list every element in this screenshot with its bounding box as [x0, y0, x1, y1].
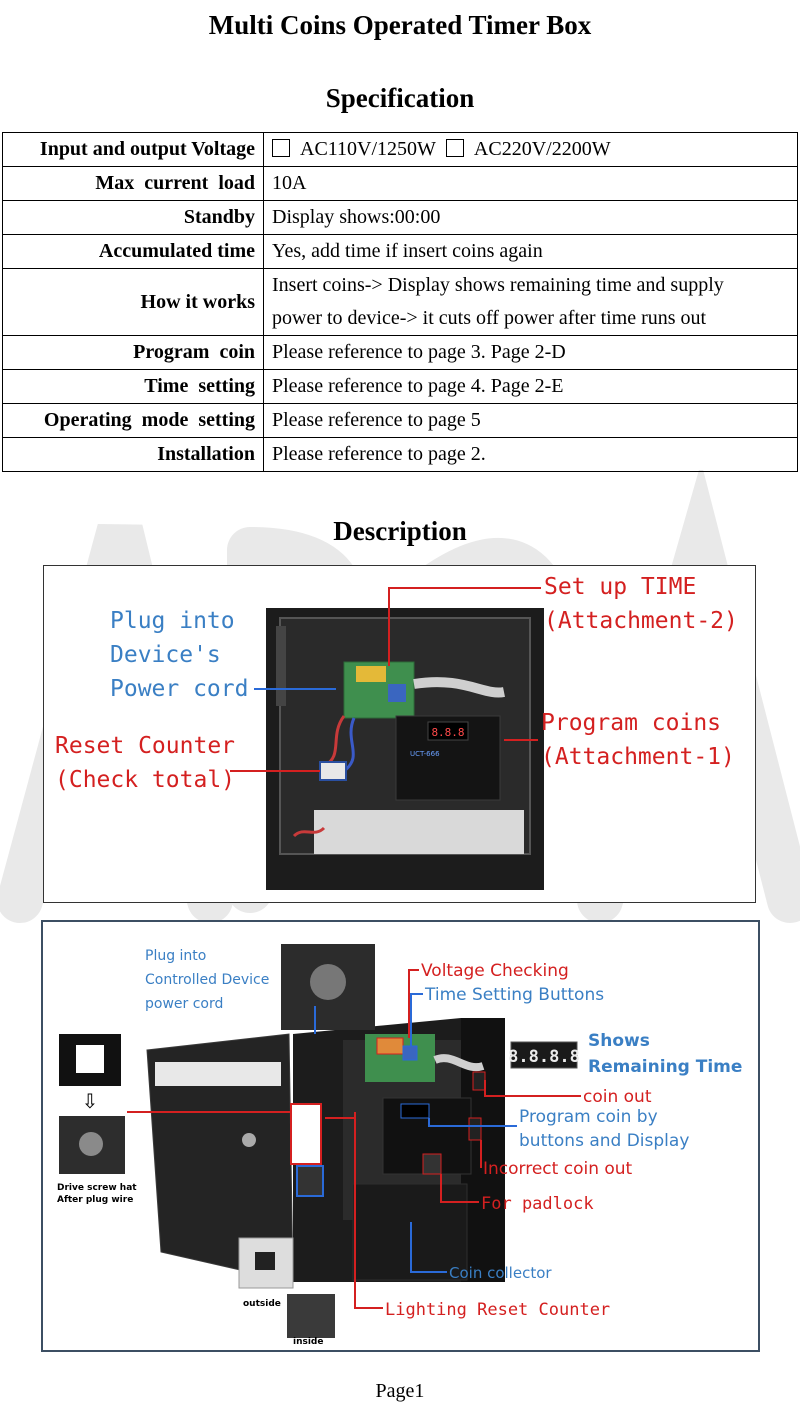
lighting-reset-counter: [297, 1166, 323, 1196]
row-label: Program coin: [3, 336, 264, 370]
row-label: Accumulated time: [3, 235, 264, 269]
lighting-reset-label: Lighting Reset Counter: [385, 1300, 611, 1320]
description-title: Description: [333, 516, 467, 546]
coin-out-label: coin out: [583, 1087, 652, 1107]
table-row: [3, 370, 798, 404]
shows-label-line-2: Remaining Time: [588, 1057, 743, 1077]
program-label-line-1: Program coins: [541, 710, 722, 736]
plate-photo-window: [76, 1045, 104, 1073]
row-value: Please reference to page 2.: [264, 438, 798, 472]
row-value: [264, 133, 798, 167]
table-row: [3, 235, 798, 269]
row-value: Please reference to page 4. Page 2-E: [264, 370, 798, 404]
row-value: Please reference to page 5: [264, 404, 798, 438]
coin-out-slot: [473, 1072, 485, 1090]
voltage-option-220: AC220V/2200W: [473, 138, 611, 160]
shows-label-line-1: Shows: [588, 1031, 650, 1051]
row-label: Max current load: [3, 167, 264, 201]
plug-label-line-3: power cord: [145, 996, 224, 1012]
voltage-110-checkbox[interactable]: [272, 139, 290, 157]
reset-label-line-2: (Check total): [55, 767, 236, 793]
plug-photo-connector: [310, 964, 346, 1000]
outside-photo-socket: [255, 1252, 275, 1270]
table-row: [3, 336, 798, 370]
time-label-line-2: (Attachment-2): [544, 608, 738, 634]
table-row: [3, 133, 798, 167]
incorrect-coin-slot: [469, 1118, 481, 1140]
device-diagram-2-svg: [43, 922, 758, 1350]
row-label: Standby: [3, 201, 264, 235]
hinge: [276, 626, 286, 706]
device-diagram-1: [43, 565, 756, 903]
outside-label: outside: [243, 1299, 281, 1309]
row-value: 10A: [264, 167, 798, 201]
bottom-plate: [314, 810, 524, 854]
page-title: Multi Coins Operated Timer Box: [208, 10, 592, 40]
table-row: [3, 438, 798, 472]
inside-label: inside: [293, 1337, 324, 1347]
row-value: [264, 269, 798, 336]
time-buttons-label: Time Setting Buttons: [425, 985, 605, 1005]
plug-label-line-3: Power cord: [110, 676, 249, 702]
program-coin-line-2: buttons and Display: [519, 1131, 690, 1151]
plug-label-line-2: Controlled Device: [145, 972, 270, 988]
device-badge: UCT-666: [410, 750, 440, 758]
row-value-line: power to device-> it cuts off power after time runs out: [272, 307, 707, 329]
program-coin-line-1: Program coin by: [519, 1107, 658, 1127]
row-label: Time setting: [3, 370, 264, 404]
padlock-slot: [423, 1154, 441, 1174]
coin-acceptor-digits: 8.8.8: [431, 726, 465, 739]
relay-yellow: [356, 666, 386, 682]
row-label: Installation: [3, 438, 264, 472]
voltage-checking-label: Voltage Checking: [421, 961, 569, 981]
relay-blue: [388, 684, 406, 702]
row-value: Yes, add time if insert coins again: [264, 235, 798, 269]
table-row: [3, 269, 798, 336]
row-value: Display shows:00:00: [264, 201, 798, 235]
padlock-label: For padlock: [481, 1194, 594, 1214]
plug-label-line-1: Plug into: [110, 608, 235, 634]
coin-collector-label: Coin collector: [449, 1264, 552, 1282]
reset-label-line-1: Reset Counter: [55, 733, 236, 759]
specification-table: [2, 132, 798, 472]
time-setting-buttons: [403, 1046, 417, 1060]
door-lock: [242, 1133, 256, 1147]
row-value-line: Insert coins-> Display shows remaining time and supply: [272, 274, 724, 296]
page-footer: Page1: [375, 1380, 425, 1402]
plug-label-line-2: Device's: [110, 642, 221, 668]
row-label: Input and output Voltage: [3, 133, 264, 167]
device-diagram-1-svg: [44, 566, 755, 902]
table-row: [3, 404, 798, 438]
row-value: Please reference to page 3. Page 2-D: [264, 336, 798, 370]
reset-counter: [320, 762, 346, 780]
time-label-line-1: Set up TIME: [544, 574, 697, 600]
coin-acceptor-display: [401, 1104, 429, 1118]
voltage-220-checkbox[interactable]: [446, 139, 464, 157]
drive-screw-line-2: After plug wire: [57, 1195, 134, 1205]
row-label: How it works: [3, 269, 264, 336]
screw-photo-hat: [79, 1132, 103, 1156]
device-diagram-2: [41, 920, 760, 1352]
specification-title: Specification: [325, 83, 475, 113]
program-label-line-2: (Attachment-1): [541, 744, 735, 770]
remaining-time-digits: 8.8.8.8: [508, 1047, 580, 1067]
table-row: [3, 167, 798, 201]
door-notice-label: [155, 1062, 281, 1086]
incorrect-coin-label: Incorrect coin out: [483, 1159, 633, 1179]
inside-photo: [287, 1294, 335, 1338]
door-window: [291, 1104, 321, 1164]
row-label: Operating mode setting: [3, 404, 264, 438]
voltage-relay: [377, 1038, 403, 1054]
drive-screw-line-1: Drive screw hat: [57, 1183, 137, 1193]
table-row: [3, 201, 798, 235]
voltage-option-110: AC110V/1250W: [300, 138, 436, 160]
plug-label-line-1: Plug into: [145, 948, 207, 964]
down-arrow-icon: ⇩: [81, 1089, 99, 1113]
